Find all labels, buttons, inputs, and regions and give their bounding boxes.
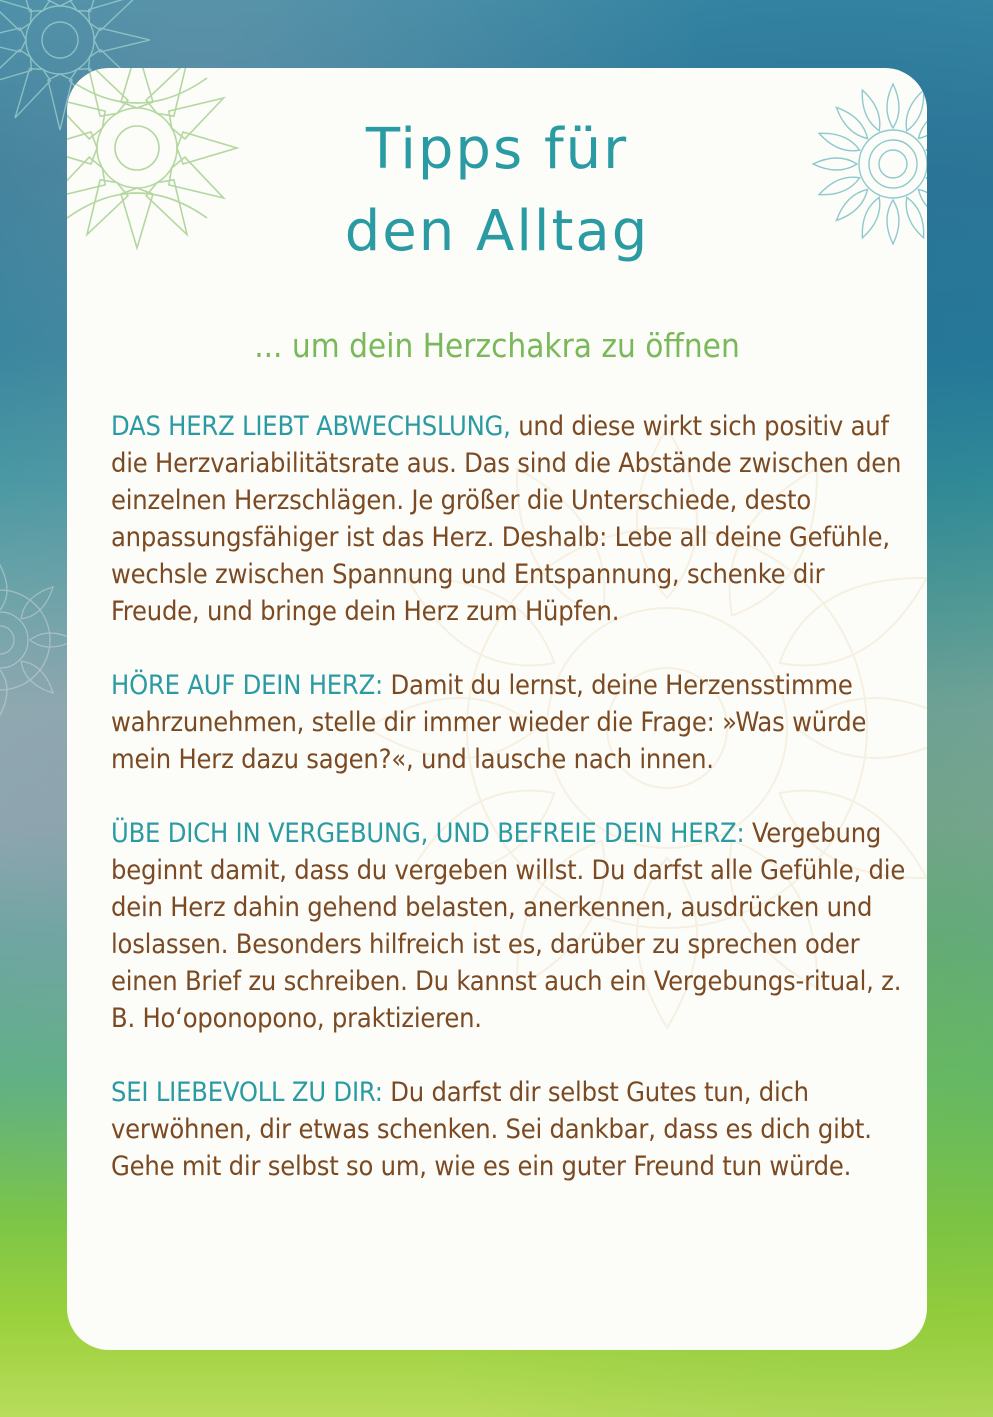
tip-text: und diese wirkt sich positiv auf die Herzvariabilitätsrate aus. Das sind die Abstände zwischen den einzelnen Herzschlägen. Je größer die Unterschiede, desto anpassungsfähiger ist das Herz. Deshalb: Lebe all deine Gefühle, wechsle zwischen Spannung und Entspannung, schenke dir Freude, und bringe dein Herz zum Hüpfen. [111, 411, 902, 627]
page-title-line-1: Tipps für [365, 117, 629, 182]
subtitle: ... um dein Herzchakra zu öffnen [254, 326, 740, 365]
tip-text: Vergebung beginnt damit, dass du vergeben willst. Du darfst alle Gefühle, die dein Herz dahin gehend belasten, anerkennen, ausdrücken und loslassen. Besonders hilfreich ist es, darüber zu sprechen oder einen Brief zu schreiben. Du kannst auch ein Vergebungs-ritual, z. B. Ho‘oponopono, praktizieren. [111, 818, 906, 1034]
tip-text: Damit du lernst, deine Herzensstimme wahrzunehmen, stelle dir immer wieder die Frage: »Was würde mein Herz dazu sagen?«, und lausche nach innen. [111, 670, 867, 775]
tips-list [111, 408, 911, 1222]
tip-lead: ÜBE DICH IN VERGEBUNG, UND BEFREIE DEIN HERZ: [111, 818, 745, 849]
tip-abwechslung [111, 408, 911, 630]
tip-liebevoll [111, 1074, 911, 1185]
tip-hoere-auf-dein-herz [111, 667, 911, 778]
tip-lead: SEI LIEBEVOLL ZU DIR: [111, 1077, 383, 1108]
tips-card [67, 68, 927, 1350]
page-title-line-2: den Alltag [344, 199, 650, 264]
tip-lead: DAS HERZ LIEBT ABWECHSLUNG, [111, 411, 511, 442]
tip-vergebung [111, 815, 911, 1037]
tip-lead: HÖRE AUF DEIN HERZ: [111, 670, 384, 701]
tip-text: Du darfst dir selbst Gutes tun, dich verwöhnen, dir etwas schenken. Sei dankbar, dass es dich gibt. Gehe mit dir selbst so um, wie es ein guter Freund tun würde. [111, 1077, 872, 1182]
